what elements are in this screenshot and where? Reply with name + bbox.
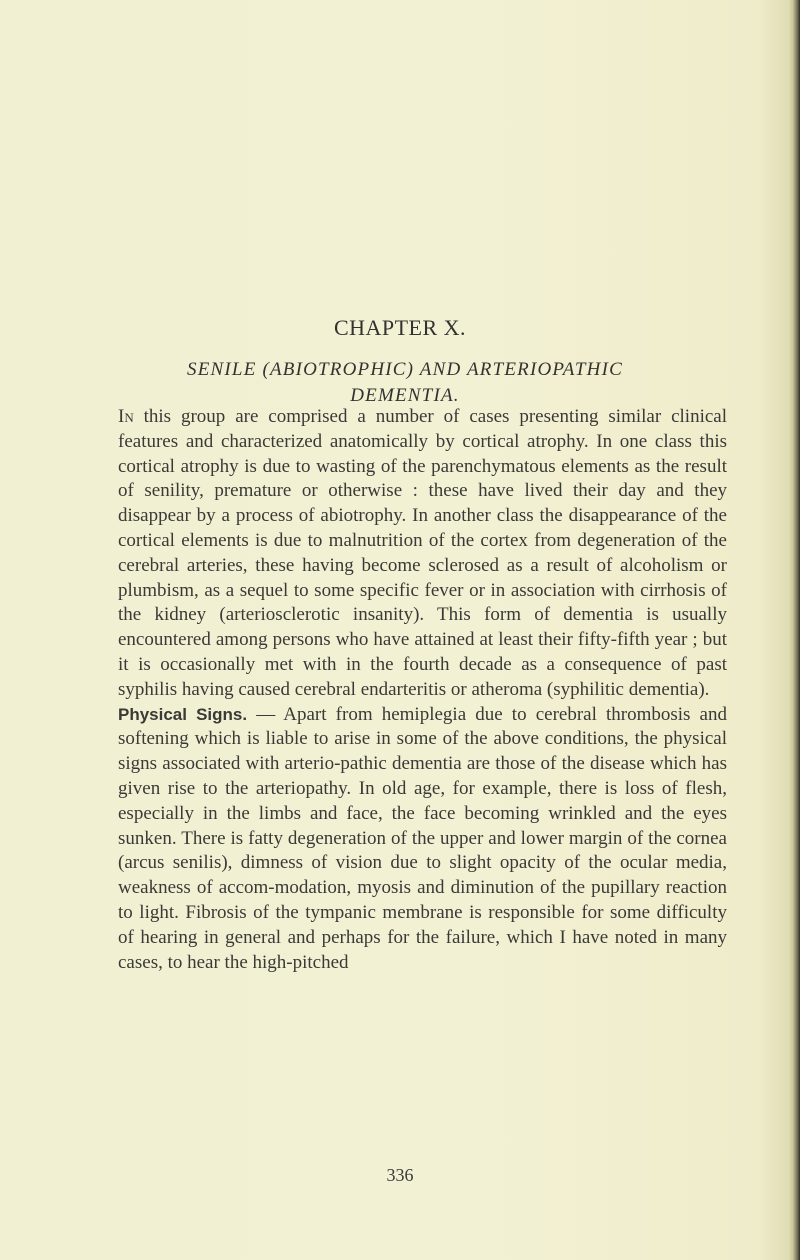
page-edge [788, 0, 800, 1260]
chapter-subtitle [120, 357, 690, 409]
subtitle-line-1: SENILE (ABIOTROPHIC) AND ARTERIOPATHIC [187, 359, 623, 380]
paragraph-1-text: this group are comprised a number of cases presenting similar clinical features and characterized anatomically by cortical atrophy. In one class this cortical atrophy is due to wasting of the parenchymatous elements as the result of senility, premature or otherwise : these have lived their day and they disappear by a process of abiotrophy. In another class the disappearance of the cortical elements is due to malnutrition of the cortex from degeneration of the cerebral arteries, these having become sclerosed as a result of alcoholism or plumbism, as a sequel to some specific fever or in association with cirrhosis of the kidney (arteriosclerotic insanity). This form of dementia is usually encountered among persons who have attained at least their fifty-fifth year ; but it is occasionally met with in the fourth decade as a consequence of past syphilis having caused cerebral endarteritis or atheroma (syphilitic dementia). [118, 406, 727, 700]
page-number: 336 [386, 1165, 414, 1185]
paragraph-2 [118, 703, 727, 976]
subtitle-line-2: DEMENTIA. [350, 385, 460, 406]
physical-signs-heading: Physical Signs. [118, 704, 248, 724]
paragraph-2-text: — Apart from hemiplegia due to cerebral thrombosis and softening which is liable to arise in some of the above conditions, the physical signs associated with arterio-pathic dementia are those of the disease which has given rise to the arteriopathy. In old age, for example, there is loss of flesh, especially in the limbs and face, the face becoming wrinkled and the eyes sunken. There is fatty degeneration of the upper and lower margin of the cornea (arcus senilis), dimness of vision due to slight opacity of the ocular media, weakness of accom-modation, myosis and diminution of the pupillary reaction to light. Fibrosis of the tympanic membrane is responsible for some difficulty of hearing in general and perhaps for the failure, which I have noted in many cases, to hear the high-pitched [118, 703, 727, 973]
chapter-title: CHAPTER X. [333, 315, 467, 340]
paragraph-1-lead: In [118, 406, 134, 427]
paragraph-1 [118, 405, 727, 703]
body-text [118, 405, 727, 975]
